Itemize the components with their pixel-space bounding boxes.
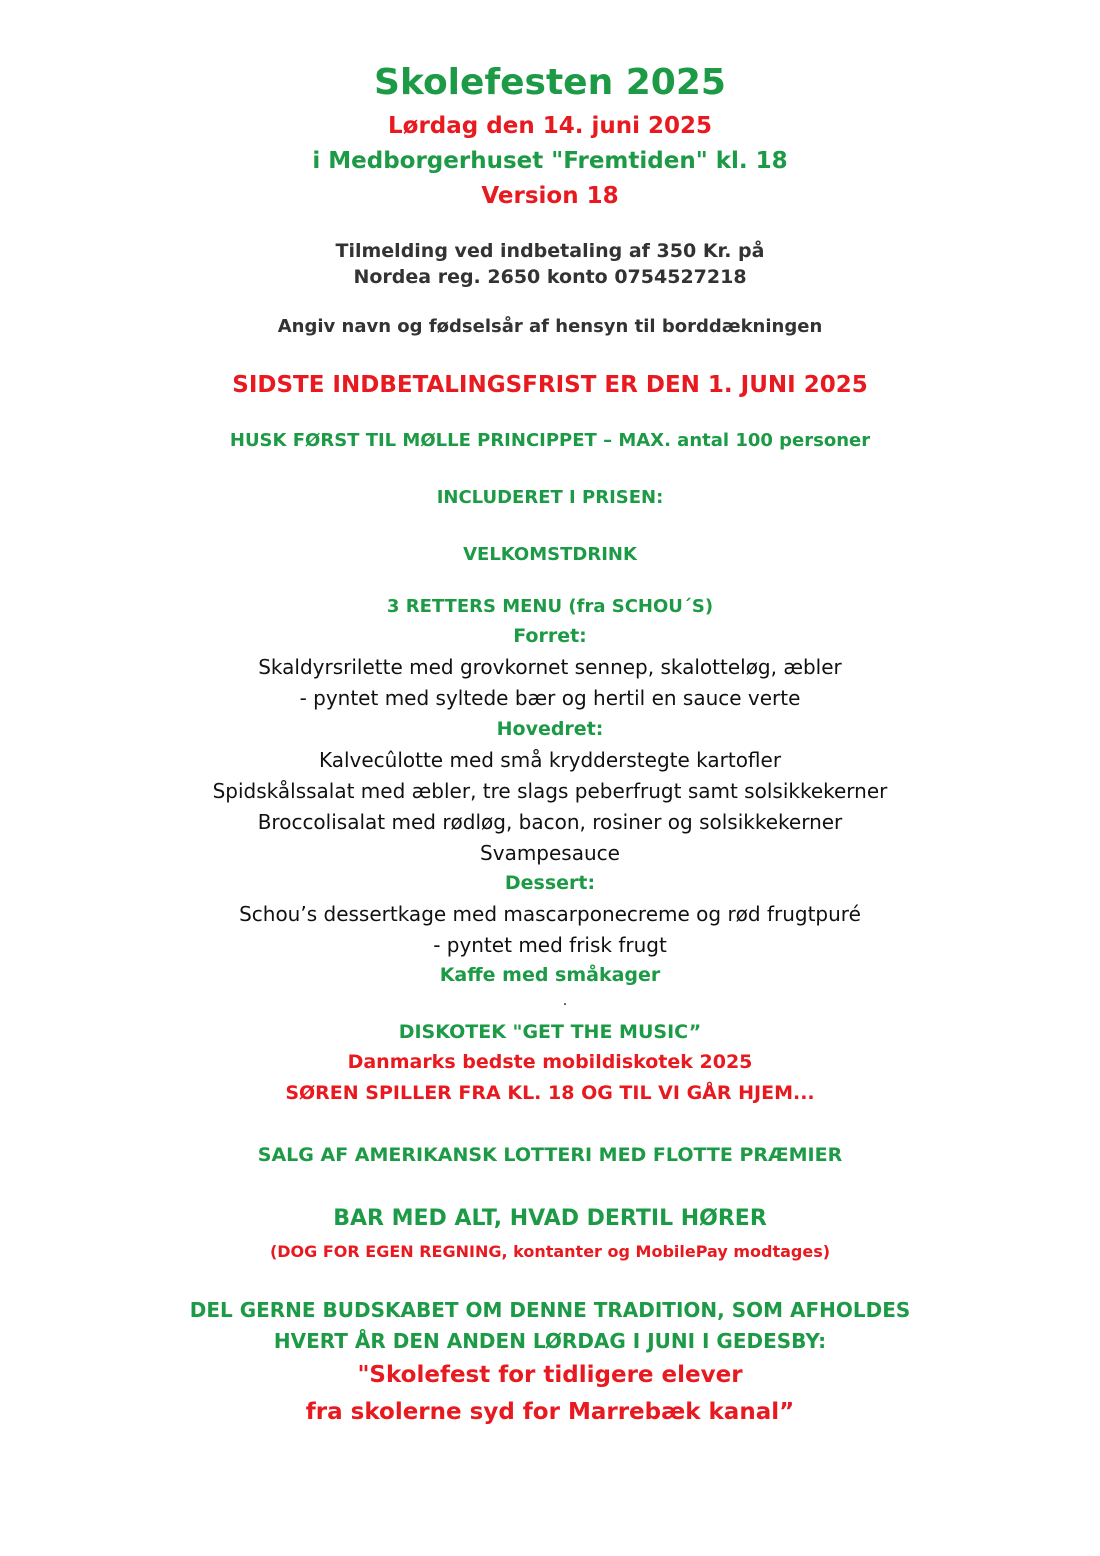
main-course-line-1: Kalvecûlotte med små krydderstegte kartofler	[318, 748, 782, 772]
menu-heading: 3 RETTERS MENU (fra SCHOU´S)	[386, 596, 714, 617]
disco-note: SØREN SPILLER FRA KL. 18 OG TIL VI GÅR HJEM...	[285, 1082, 815, 1104]
footer-line-2: HVERT ÅR DEN ANDEN LØRDAG I JUNI I GEDESBY:	[273, 1329, 827, 1353]
bar-title: BAR MED ALT, HVAD DERTIL HØRER	[333, 1206, 767, 1231]
starter-line-1: Skaldyrsrilette med grovkornet sennep, skalotteløg, æbler	[258, 655, 842, 679]
included-heading: INCLUDERET I PRISEN:	[436, 487, 664, 508]
version-label: Version 18	[481, 183, 619, 209]
dessert-line-2: - pyntet med frisk frugt	[433, 933, 667, 957]
starter-label: Forret:	[513, 625, 587, 647]
separator-dot: .	[562, 993, 568, 1009]
capacity-note: HUSK FØRST TIL MØLLE PRINCIPPET – MAX. antal 100 personer	[229, 430, 871, 451]
footer-line-1: DEL GERNE BUDSKABET OM DENNE TRADITION, SOM AFHOLDES	[189, 1298, 911, 1322]
payment-deadline: SIDSTE INDBETALINGSFRIST ER DEN 1. JUNI 2025	[232, 372, 868, 398]
registration-line-1: Tilmelding ved indbetaling af 350 Kr. på	[335, 240, 765, 262]
registration-line-2: Nordea reg. 2650 konto 0754527218	[353, 266, 747, 288]
main-course-line-2: Spidskålssalat med æbler, tre slags peberfrugt samt solsikkekerner	[212, 779, 888, 803]
main-course-line-3: Broccolisalat med rødløg, bacon, rosiner og solsikkekerner	[257, 810, 843, 834]
tradition-quote-line-1: "Skolefest for tidligere elever	[357, 1362, 743, 1388]
event-venue: i Medborgerhuset "Fremtiden" kl. 18	[312, 148, 788, 174]
welcome-drink: VELKOMSTDRINK	[463, 544, 637, 565]
starter-line-2: - pyntet med syltede bær og hertil en sauce verte	[299, 686, 801, 710]
dessert-line-1: Schou’s dessertkage med mascarponecreme og rød frugtpuré	[239, 902, 861, 926]
coffee-line: Kaffe med småkager	[439, 964, 661, 986]
bar-note: (DOG FOR EGEN REGNING, kontanter og MobilePay modtages)	[269, 1242, 831, 1261]
disco-title: DISKOTEK "GET THE MUSIC”	[398, 1021, 702, 1043]
lottery-line: SALG AF AMERIKANSK LOTTERI MED FLOTTE PRÆMIER	[257, 1144, 843, 1166]
main-course-label: Hovedret:	[496, 718, 604, 740]
dessert-label: Dessert:	[504, 872, 596, 894]
event-date: Lørdag den 14. juni 2025	[388, 113, 712, 139]
event-title: Skolefesten 2025	[374, 62, 726, 103]
registration-note: Angiv navn og fødselsår af hensyn til borddækningen	[277, 316, 823, 337]
tradition-quote-line-2: fra skolerne syd for Marrebæk kanal”	[305, 1399, 795, 1425]
main-course-line-4: Svampesauce	[480, 841, 620, 865]
disco-subtitle: Danmarks bedste mobildiskotek 2025	[347, 1051, 753, 1073]
